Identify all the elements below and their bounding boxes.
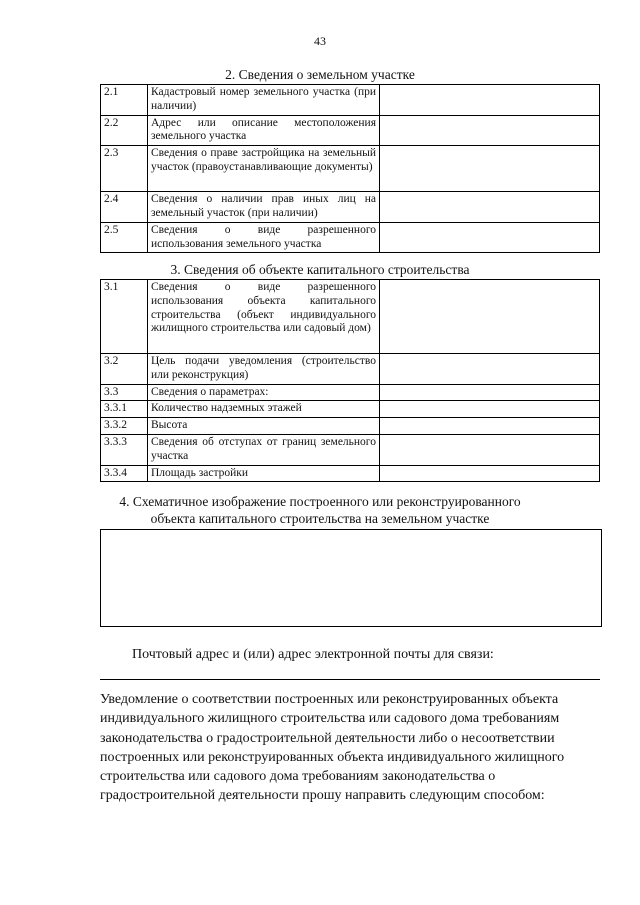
contact-input-line[interactable] (100, 679, 600, 680)
table-row (101, 280, 600, 354)
row-label: Сведения о параметрах: (148, 384, 380, 401)
value-cell[interactable] (380, 465, 600, 482)
row-number: 3.1 (101, 280, 148, 354)
table-row (101, 85, 600, 116)
table-row (101, 465, 600, 482)
value-cell[interactable] (380, 401, 600, 418)
row-label: Цель подачи уведомления (строительство или реконструкция) (148, 354, 380, 385)
table-row (101, 115, 600, 146)
row-label: Сведения о праве застройщика на земельный участок (правоустанавливающие документы) (148, 146, 380, 192)
table-row (101, 192, 600, 223)
value-cell[interactable] (380, 280, 600, 354)
scheme-drawing-area[interactable] (100, 529, 602, 627)
section-2-title: 2. Сведения о земельном участке (225, 67, 415, 82)
row-number: 2.5 (101, 222, 148, 253)
row-label: Сведения об отступах от границ земельного участка (148, 434, 380, 465)
section-4-title-line2: объекта капитального строительства на земельном участке (150, 511, 490, 526)
row-number: 3.3.1 (101, 401, 148, 418)
value-cell[interactable] (380, 85, 600, 116)
row-label: Адрес или описание местоположения земельного участка (148, 115, 380, 146)
row-number: 2.3 (101, 146, 148, 192)
row-number: 2.4 (101, 192, 148, 223)
row-label: Площадь застройки (148, 465, 380, 482)
table-row (101, 354, 600, 385)
row-label: Высота (148, 418, 380, 435)
notice-paragraph (100, 690, 600, 806)
row-number: 3.2 (101, 354, 148, 385)
value-cell[interactable] (380, 115, 600, 146)
construction-object-table (100, 279, 600, 482)
row-number: 3.3 (101, 384, 148, 401)
page-number: 43 (314, 34, 326, 48)
row-number: 3.3.4 (101, 465, 148, 482)
table-row (101, 222, 600, 253)
table-row (101, 401, 600, 418)
value-cell[interactable] (380, 434, 600, 465)
value-cell[interactable] (380, 418, 600, 435)
row-label: Количество надземных этажей (148, 401, 380, 418)
table-row (101, 146, 600, 192)
row-label: Сведения о виде разрешенного использования земельного участка (148, 222, 380, 253)
contact-label: Почтовый адрес и (или) адрес электронной почты для связи: (132, 647, 494, 662)
value-cell (380, 384, 600, 401)
notice-text: Уведомление о соответствии построенных или реконструированных объекта индивидуального жилищного строительства или садового дома требованиям законодательства о градостроительной деятельности либо о несоответствии построенных или реконструированных объекта индивидуального жилищного строительства или садового дома требованиям законодательства о градостроительной деятельности прошу направить следующим способом: (100, 692, 565, 804)
table-row (101, 418, 600, 435)
row-label: Кадастровый номер земельного участка (при наличии) (148, 85, 380, 116)
row-number: 3.3.2 (101, 418, 148, 435)
section-3-title: 3. Сведения об объекте капитального строительства (170, 262, 470, 277)
row-label: Сведения о виде разрешенного использования объекта капитального строительства (объект индивидуального жилищного строительства или садовый дом) (148, 280, 380, 354)
row-number: 3.3.3 (101, 434, 148, 465)
row-number: 2.2 (101, 115, 148, 146)
table-row (101, 434, 600, 465)
value-cell[interactable] (380, 146, 600, 192)
section-4-title-line1: 4. Схематичное изображение построенного или реконструированного (119, 494, 521, 509)
row-number: 2.1 (101, 85, 148, 116)
value-cell[interactable] (380, 192, 600, 223)
table-row (101, 384, 600, 401)
value-cell[interactable] (380, 222, 600, 253)
value-cell[interactable] (380, 354, 600, 385)
land-plot-table (100, 84, 600, 253)
row-label: Сведения о наличии прав иных лиц на земельный участок (при наличии) (148, 192, 380, 223)
